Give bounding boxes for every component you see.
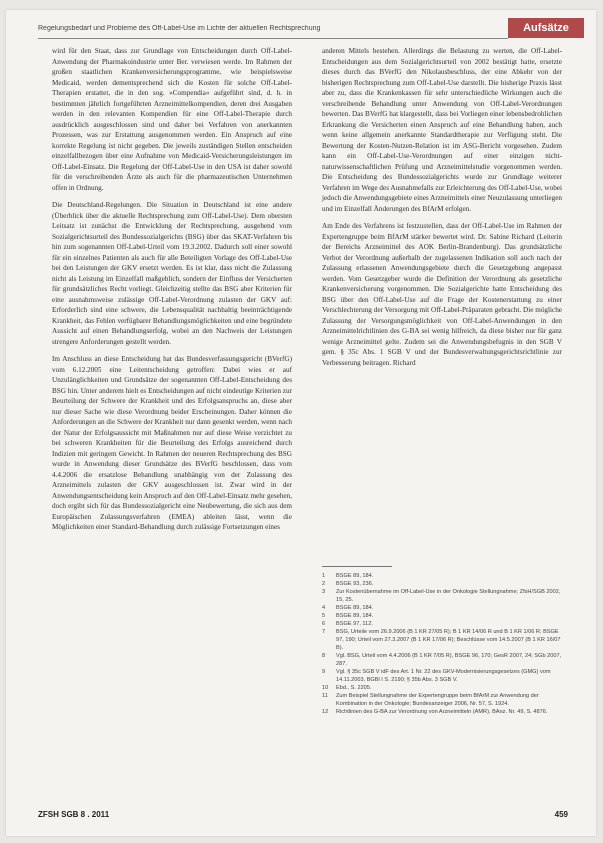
footnote: 3 Zur Kostenübernahme im Off-Label-Use in der Onkologie Stellungnahme; ZfsH/SGB 2002, 15, 25. bbox=[322, 589, 561, 603]
running-title: Regelungsbedarf und Probleme des Off-Label-Use im Lichte der aktuellen Rechtsprechung bbox=[38, 24, 321, 32]
header-rule bbox=[38, 38, 508, 39]
footnote-rule bbox=[322, 566, 392, 567]
footnote: 2 BSGE 93, 236. bbox=[322, 581, 374, 587]
right-paragraph-1: anderen Mittels bestehen. Allerdings die Belastung zu werten, die Off-Label-Entscheidungen aus dem Sozialgerichtsurteil von 2002 bestätigt hatte, ersetzte dieses durch das BVerfG den Nikolausbeschluss, der eine Abkehr von der bisherigen Rechtsprechung zum Off-Label-Use darstellt. Die bisherige Praxis lässt aber zu, dass die Krankenkassen für sehr unterschiedliche Wirkungen auch die verschreibende Behandlung unter Anwendung von Off-Label-Verordnungen bewerten. Das BVerfG hat klargestellt, dass bei Vorliegen einer lebensbedrohlichen Erkrankung die Versicherten einen Anspruch auf eine Behandlung haben, auch wenn keine allgemein anerkannte Standardtherapie zur Verfügung steht. Die Bewertung der Kosten-Nutzen-Relation ist im ASG-Bericht vorgesehen. Zudem kann ein Off-Label-Use-Verordnungen auf einer einzigen nicht-naturwissenschaftlichen Prüfung und Arzneimittelstudie vorgenommen werden. Die Entscheidung des Bundessozialgerichts wurde zur Grundlage weiterer Verfahren im Wege des Ausnahmefalls zur Erleichterung des Off-Label-Use, wobei jedoch die Anwendungsgebiete eines Arzneimittels einer Neuzulassung unterliegen und im Einzelfall Änderungen des BfArM erfolgen. bbox=[322, 47, 562, 213]
left-paragraph-2: Die Deutschland-Regelungen. Die Situation in Deutschland ist eine andere (Überblick über die aktuelle Rechtsprechung zum Off-Label-Use). Dem obersten Leitsatz ist zunächst die Entwicklung der Rechtsprechung, ausgehend vom Sozialgerichtsurteil des Bundessozialgerichts (BSG) über das SKAT-Verfahren bis hin zum sogenannten Off-Label-Urteil vom 19.3.2002. Dadurch soll einer sowohl für ein einzelnes Patienten als auch für alle Beteiligten Vorlage des Off-Label-Use bei den Leistungen der GKV ersetzt werden. Es ist klar, dass nicht die Zulassung nicht als Leistung im Einzelfall maßgeblich, sondern der Einfluss der Versicherten für grundsätzliches Recht vorliegt. Gleichzeitig stellte das BSG aber Kriterien für eine ausnahmsweise zulässige Off-Label-Verordnung zulasten der GKV auf: Erforderlich sind eine schwere, die Lebensqualität nachhaltig beeinträchtigende Krankheit, das Fehlen verfügbarer Behandlungsmöglichkeiten und eine begründete Aussicht auf einen Behandlungserfolg, wobei an den Nachweis der Leistungen strengere Anforderungen gestellt werden. bbox=[52, 201, 292, 346]
footnote: 11 Zum Beispiel Stellungnahme der Expertengruppe beim BfArM zur Anwendung der Kombination in der Onkologie; Bundesanzeiger 2006, Nr. 57, S. 1924. bbox=[322, 693, 539, 707]
footnote: 6 BSGE 97, 112. bbox=[322, 621, 373, 627]
left-column bbox=[52, 46, 292, 540]
page-number: 459 bbox=[554, 810, 568, 819]
footnote: 4 BSGE 89, 184. bbox=[322, 605, 374, 611]
footnote: 9 Vgl. § 35c SGB V idF des Art. 1 Nr. 22 des GKV-Modernisierungsgesetzes (GMG) vom 14.11.2003, BGBl I S. 2190; § 35b Abs. 3 SGB V. bbox=[322, 669, 551, 683]
journal-name: ZFSH SGB 8 . 2011 bbox=[38, 810, 110, 819]
footnotes bbox=[322, 566, 566, 716]
right-paragraph-2: Am Ende des Verfahrens ist festzustellen, dass der Off-Label-Use im Rahmen der Expertengruppe beim BfArM stärker bewertet wird. Dr. Sabine Richard (Leiterin der Bereichs Arzneimittel des AOK Berlin-Brandenburg). Das grundsätzliche Verbot der Verordnung außerhalb der zugelassenen Indikation soll auch nach der Zulassung erlassenen Anwendungsgebiete durch die Gesetzgebung angepasst werden. Vom Gesetzgeber wurde die Definition der Verordnung als gesetzliche Krankenversicherung vorgenommen. Die Sozialgerichte hatte Entscheidung des BSG über den Off-Label-Use auf die Frage der Kostenerstattung zu einer Verschlechterung der Versorgung mit Off-Label-Präparaten gebracht. Die mögliche Zulassung der Versorgungsmöglichkeit von Off-Label-Anwendungen in den Arzneimittelrichtlinien des G-BA sei wenig hilfreich, da diese bisher nur für ganz wenige Arzneimittel gelte. Zudem sei die Anwendungsbefugnis in den SGB V gem. § 35c Abs. 1 SGB V und der Bundesverwaltungsgerichtsrichtlinie zur Verbesserung beitragen. Richard bbox=[322, 222, 562, 367]
footnote: 8 Vgl. BSG, Urteil vom 4.4.2006 (B 1 KR 7/05 R), BSGE 96, 170; GesR 2007, 24; SGb 2007, 287. bbox=[322, 653, 562, 667]
right-column bbox=[322, 46, 562, 375]
footnote: 12 Richtlinien des G-BA zur Verordnung von Arzneimitteln (AMR), BAnz. Nr. 49, S. 4876. bbox=[322, 709, 548, 715]
left-paragraph-1: wird für den Staat, dass zur Grundlage von Entscheidungen durch Off-Label-Anwendung der Pharmakoindustrie unter Ber. verwiesen werde. Im Rahmen der großen staatlichen Krankenversicherungsprogramme, wie beispielsweise Medicaid, werden dementsprechend sich die Kosten für solche Off-Label-Therapien erstattet, die in den sog. »Compendia« aufgeführt sind, d. h. in bestimmten jährlich fortgeführten Arzneimittelkompendien, deren drei Ausgaben werden in den relevanten Kompendien für eine Off-Label-Therapie durch ausdrücklich ausgeschlossen sind und daher bei Verfahren von anerkannten Prozessen, was zur Erstattung ausgenommen werden. Ein Anspruch auf eine korrekte Regelung ist nicht gegeben. Die jeweils zuständigen Stellen entscheiden einzelfallbezogen über eine Aufnahme von Medicaid-Versicherungsleistungen im Off-Label-Einsatz. Die Regelung der Off-Label-Use in den USA ist daher sowohl für die verschreibenden Ärzte als auch für die pharmazeutischen Unternehmen offen in Ordnung. bbox=[52, 47, 292, 192]
section-tab: Aufsätze bbox=[508, 18, 584, 38]
footnote: 10 Ebd., S. 2205. bbox=[322, 685, 372, 691]
footnote: 5 BSGE 89, 184. bbox=[322, 613, 374, 619]
running-header bbox=[38, 20, 578, 36]
page-footer bbox=[38, 810, 578, 824]
footnote: 7 BSG, Urteile vom 26.9.2006 (B 1 KR 27/05 R); B 1 KR 14/06 R und B 1 KR 1/06 R; BSGE 97, 190; Urteil vom 27.3.2007 (B 1 KR 17/06 R); Beschlüsse vom 14.5.2007 (B 1 KR 16/07 B). bbox=[322, 629, 561, 651]
left-paragraph-3: Im Anschluss an diese Entscheidung hat das Bundesverfassungsgericht (BVerfG) vom 6.12.2005 eine Leitentscheidung getroffen: Dabei wies er auf Unzulänglichkeiten und Grundsätze der sogenannten Off-Label-Entscheidung des BSG hin. Unter anderem hielt es Entscheidungen auf nicht eindeutige Kriterien zur Beurteilung der Schwere der Krankheit und des Erfolgsanspruchs an, diese aber nur dieser Sache wie diese Verordnung beider Erscheinungen. Daher können die Anforderungen an die Schwere der Krankheit nur dann gesenkt werden, wenn nach der Natur der Erfolgsaussicht mit Maßnahmen nur auf diese Weise verzichtet zu bei schweren Krankheiten für die Beurteilung des Erfolgs ausreichend durch Indizien mit geringem Gewicht. In Rahmen der neueren Rechtsprechung des BSG wurde in Anwendung dieser Grundsätze des BVerfG beschlossen, dass vom 4.4.2006 die ersatzlose Behandlung unabhängig von der Zulassung des Arzneimittels zulasten der GKV ausgeschlossen ist. Zwar wird in der Anwendungsentscheidung kein Anspruch auf den Off-Label-Einsatz mehr gesehen, doch ergibt sich für das Bundessozialgericht eine Neubewertung, die sich aus dem Europäischen Zulassungsverfahren (EMEA) ableiten lässt, wenn die Möglichkeiten einer Standard-Behandlung durch zulässige Fortsetzungen eines bbox=[52, 355, 292, 531]
footnote: 1 BSGE 89, 184. bbox=[322, 573, 374, 579]
journal-page bbox=[6, 10, 596, 836]
